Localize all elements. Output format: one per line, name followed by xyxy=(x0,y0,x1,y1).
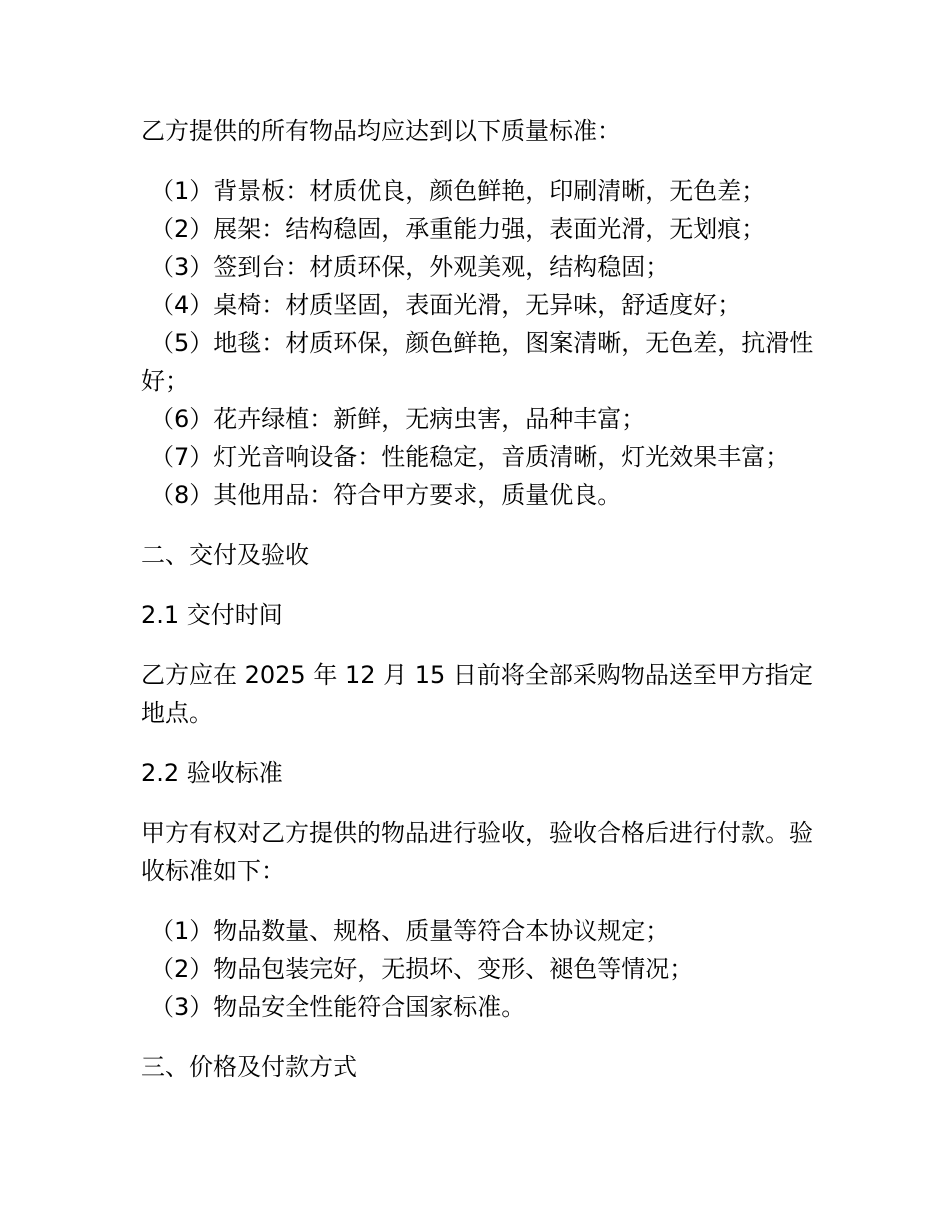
list-item: （2）展架：结构稳固，承重能力强，表面光滑，无划痕； xyxy=(150,215,766,243)
list-item: （3）签到台：材质环保，外观美观，结构稳固； xyxy=(150,253,670,281)
list-item: （2）物品包装完好，无损坏、变形、褪色等情况； xyxy=(150,955,694,983)
list-item: （1）背景板：材质优良，颜色鲜艳，印刷清晰，无色差； xyxy=(150,177,766,205)
list-item: （6）花卉绿植：新鲜，无病虫害，品种丰富； xyxy=(150,405,646,433)
acceptance-paragraph: 甲方有权对乙方提供的物品进行验收，验收合格后进行付款。验收标准如下： xyxy=(141,819,813,885)
section-heading-price-payment: 三、价格及付款方式 xyxy=(141,1053,357,1081)
intro-paragraph: 乙方提供的所有物品均应达到以下质量标准： xyxy=(141,117,621,145)
list-item: （5）地毯：材质环保，颜色鲜艳，图案清晰，无色差，抗滑性好； xyxy=(141,329,814,395)
quality-standards-list xyxy=(141,172,821,514)
subsection-heading-delivery-time: 2.1 交付时间 xyxy=(141,601,283,629)
list-item: （1）物品数量、规格、质量等符合本协议规定； xyxy=(150,917,670,945)
list-item: （4）桌椅：材质坚固，表面光滑，无异味，舒适度好； xyxy=(150,291,742,319)
list-item: （3）物品安全性能符合国家标准。 xyxy=(150,993,526,1021)
acceptance-criteria-list xyxy=(141,912,821,1026)
document-body xyxy=(141,112,821,1086)
list-item: （7）灯光音响设备：性能稳定，音质清晰，灯光效果丰富； xyxy=(150,443,790,471)
list-item: （8）其他用品：符合甲方要求，质量优良。 xyxy=(150,481,622,509)
section-heading-delivery: 二、交付及验收 xyxy=(141,541,309,569)
subsection-heading-acceptance: 2.2 验收标准 xyxy=(141,759,283,787)
delivery-time-paragraph: 乙方应在 2025 年 12 月 15 日前将全部采购物品送至甲方指定地点。 xyxy=(141,661,813,727)
